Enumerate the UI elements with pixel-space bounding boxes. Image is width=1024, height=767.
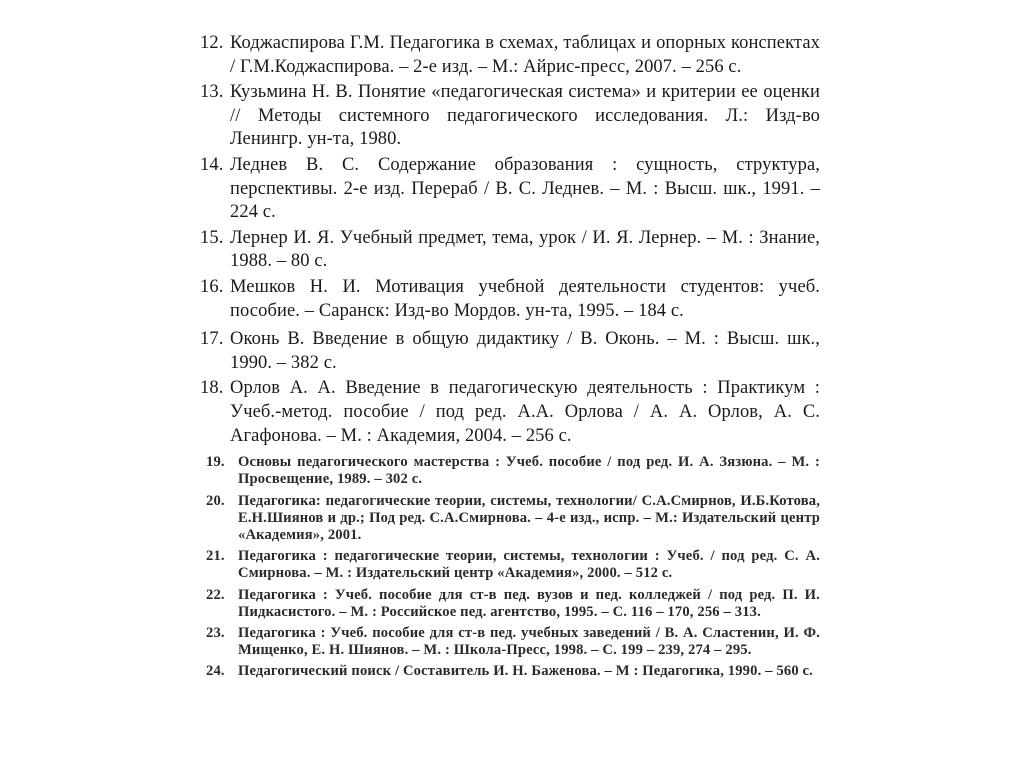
reference-number: 13. bbox=[200, 82, 224, 103]
reference-text: Оконь В. Введение в общую дидактику / В. Оконь. – М. : Высш. шк., 1990. – 382 с. bbox=[230, 329, 820, 373]
reference-text: Педагогический поиск / Составитель И. Н. Баженова. – М : Педагогика, 1990. – 560 с. bbox=[238, 663, 813, 680]
reference-number: 15. bbox=[200, 227, 224, 248]
reference-text: Мешков Н. И. Мотивация учебной деятельности студентов: учеб. пособие. – Саранск: Изд-во Мордов. ун-та, 1995. – 184 с. bbox=[230, 276, 820, 321]
bibliography-list bbox=[200, 32, 820, 685]
reference-number: 20. bbox=[206, 492, 225, 509]
reference-number: 17. bbox=[200, 329, 224, 350]
reference-item-16 bbox=[200, 276, 820, 323]
reference-text: Педагогика: педагогические теории, системы, технологии/ С.А.Смирнов, И.Б.Котова, Е.Н.Шиянов и др.; Под ред. С.А.Смирнова. – 4-е изд., испр. – М.: Издательский центр «Академия», 2001. bbox=[238, 492, 820, 543]
reference-item-17 bbox=[200, 328, 820, 375]
reference-number: 16. bbox=[200, 276, 224, 297]
reference-text: Леднев В. С. Содержание образования : сущность, структура, перспективы. 2-е изд. Перераб / В. С. Леднев. – М. : Высш. шк., 1991. – 224 с. bbox=[230, 154, 820, 223]
reference-item-13 bbox=[200, 81, 820, 152]
reference-item-21 bbox=[200, 548, 820, 582]
reference-text: Педагогика : педагогические теории, системы, технологии : Учеб. / под ред. С. А. Смирнова. – М. : Издательский центр «Академия», 2000. – 512 с. bbox=[238, 548, 820, 582]
reference-item-12 bbox=[200, 32, 820, 79]
reference-number: 12. bbox=[200, 33, 224, 53]
reference-item-19 bbox=[200, 454, 820, 488]
reference-text: Педагогика : Учеб. пособие для ст-в пед. вузов и пед. колледжей / под ред. П. И. Пидкасистого. – М. : Российское пед. агентство, 1995. – С. 116 – 170, 256 – 313. bbox=[238, 586, 820, 620]
reference-item-23 bbox=[200, 625, 820, 659]
reference-number: 14. bbox=[200, 154, 224, 175]
reference-number: 22. bbox=[206, 586, 225, 603]
reference-item-24 bbox=[200, 663, 820, 680]
reference-text: Педагогика : Учеб. пособие для ст-в пед. учебных заведений / В. А. Сластенин, И. Ф. Мищенко, Е. Н. Шиянов. – М. : Школа-Пресс, 1998. – С. 199 – 239, 274 – 295. bbox=[238, 624, 820, 659]
reference-item-20 bbox=[200, 493, 820, 545]
reference-text: Основы педагогического мастерства : Учеб. пособие / под ред. И. А. Зязюна. – М. : Просвещение, 1989. – 302 с. bbox=[238, 454, 820, 488]
reference-text: Лернер И. Я. Учебный предмет, тема, урок / И. Я. Лернер. – М. : Знание, 1988. – 80 с. bbox=[230, 227, 820, 272]
reference-item-22 bbox=[200, 587, 820, 621]
reference-text: Кузьмина Н. В. Понятие «педагогическая система» и критерии ее оценки // Методы системного педагогического исследования. Л.: Изд-во Ленингр. ун-та, 1980. bbox=[230, 82, 820, 150]
reference-number: 18. bbox=[200, 378, 224, 399]
reference-item-18 bbox=[200, 377, 820, 448]
reference-text: Коджаспирова Г.М. Педагогика в схемах, таблицах и опорных конспектах / Г.М.Коджаспирова. – 2-е изд. – М.: Айрис-пресс, 2007. – 256 с. bbox=[230, 33, 820, 77]
reference-number: 21. bbox=[206, 548, 225, 565]
reference-number: 23. bbox=[206, 624, 225, 641]
reference-item-14 bbox=[200, 154, 820, 225]
reference-number: 24. bbox=[206, 663, 225, 680]
reference-item-15 bbox=[200, 227, 820, 274]
reference-number: 19. bbox=[206, 454, 225, 471]
reference-text: Орлов А. А. Введение в педагогическую деятельность : Практикум : Учеб.-метод. пособие / под ред. А.А. Орлова / А. А. Орлов, А. С. Агафонова. – М. : Академия, 2004. – 256 с. bbox=[230, 378, 820, 446]
